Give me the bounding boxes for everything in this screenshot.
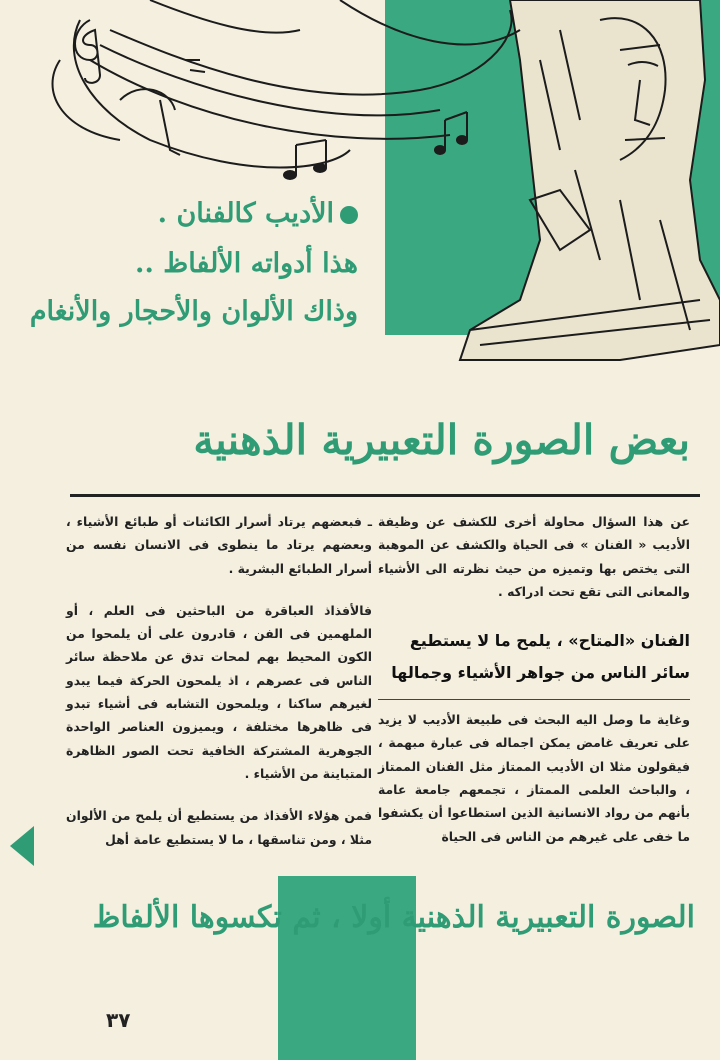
section-heading-line-1: الفنان «المتاح» ، يلمح ما لا يستطيع <box>409 631 690 651</box>
bottom-title: الصورة التعبيرية الذهنية أولا ، ثم تكسوها الألفاظ <box>92 900 695 935</box>
arrow-marker-icon <box>10 826 34 866</box>
section-heading-line-2: سائر الناس من جواهر الأشياء وجمالها <box>391 663 690 683</box>
right-column <box>378 510 690 848</box>
subtitle-line-3: وذاك الألوان والأحجار والأنغام <box>29 296 358 327</box>
paragraph-1: ـ فبعضهم يرتاد أسرار الكائنات أو طبائع الأشياء ، وبعضهم يرتاد ما ينطوى فى الانسان نفسه من أسرار الطبائع البشرية . <box>66 514 372 576</box>
intro-paragraph: عن هذا السؤال محاولة أخرى للكشف عن وظيفة الأديب « الفنان » فى الحياة والكشف عن الموهبة التى يختص بها وتميزه من حيث نظرته الى الأشياء والمعانى التى تقع تحت ادراكه . <box>378 514 690 599</box>
subtitle-line-1: الأديب كالفنان . <box>18 198 358 229</box>
heading-divider <box>378 699 690 700</box>
paragraph-3: فمن هؤلاء الأفذاذ من يستطيع أن يلمح من الألوان مثلا ، ومن تناسقها ، ما لا يستطيع عامة أهل <box>66 808 372 847</box>
main-title: بعض الصورة التعبيرية الذهنية <box>193 416 690 464</box>
body-paragraph: وغاية ما وصل اليه البحث فى طبيعة الأديب لا يزيد على تعريف غامض يمكن اجماله فى عبارة مبهمة ، فيقولون مثلا ان الأديب الممتاز مثل الفنان الممتاز ، والباحث العلمى الممتاز ، تجمعهم جامعة عامة بأنهم من رواد الانسانية الذين استطاعوا أن يكشفوا ما خفى على غيرهم من الناس فى الحياة <box>378 712 690 844</box>
page-number: ٣٧ <box>106 1008 131 1032</box>
title-rule <box>70 494 700 497</box>
subtitle-line-2: هذا أدواته الألفاظ .. <box>135 248 358 279</box>
bullet-icon <box>340 206 358 224</box>
paragraph-2: فالأفذاذ العباقرة من الباحثين فى العلم ، أو الملهمين فى الفن ، قادرون على أن يلمحوا من الكون المحيط بهم لمحات تدق عن ملاحظة سائر الناس فى عصرهم ، اذ يلمحون الحركة فيما يبدو لغيرهم ساكنا ، ويلمحون التشابه فى أشياء تبدو فى ظاهرها مختلفة ، ويميزون العناصر الواحدة الجوهرية المشتركة الخافية تحت الصور الظاهرة المتباينة من الأشياء . <box>66 602 372 781</box>
left-column <box>66 510 372 851</box>
